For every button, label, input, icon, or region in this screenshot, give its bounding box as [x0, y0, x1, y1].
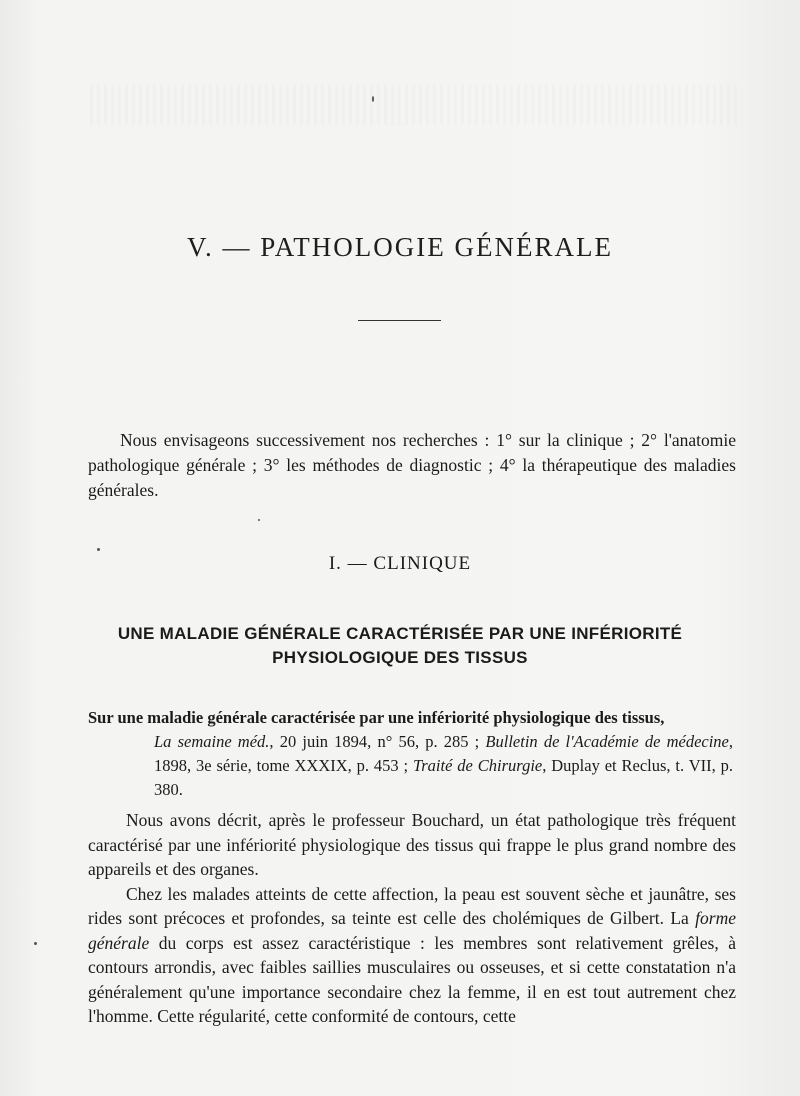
paragraph-1: Nous avons décrit, après le professeur Bouchard, un état pathologique très fréquent caractérisé par une infériorité physiologique des tissus qui frappe le plus grand nombre des appareils et des organes.: [88, 810, 736, 879]
citation-source-1: La semaine méd.: [154, 732, 270, 751]
body-text: [88, 808, 736, 1029]
scan-speck: [34, 942, 37, 945]
citation-title: Sur une maladie générale caractérisée par une infériorité physiologique des tissus,: [88, 708, 665, 727]
citation-source-2: Bulletin de l'Académie de médecine: [485, 732, 729, 751]
intro-paragraph: Nous envisageons successivement nos recherches : 1° sur la clinique ; 2° l'anatomie pathologique générale ; 3° les méthodes de diagnostic ; 4° la thérapeutique des maladies générales.: [88, 430, 736, 500]
citation-source-1-details: , 20 juin 1894, n° 56, p. 285 ;: [269, 732, 486, 751]
citation-source-3-details: , Duplay et Reclus, t. VII, p. 380.: [154, 756, 733, 799]
paragraph-2-part-2: du corps est assez caractéristique : les membres sont relativement grêles, à contours arrondis, avec faibles saillies musculaires ou osseuses, et si cette constatation n'a généralement qu'une importance secondaire chez la femme, il en est tout autrement chez l'homme. Cette régularité, cette conformité de contours, cette: [88, 932, 736, 1026]
citation-source-2-details: , 1898, 3e série, tome XXXIX, p. 453 ;: [154, 732, 734, 775]
subsection-title: I. — CLINIQUE: [328, 553, 472, 574]
paragraph-2: [88, 882, 736, 1029]
paragraph-2-emphasis: forme générale: [88, 908, 736, 953]
paragraph-2-part-1: Chez les malades atteints de cette affection, la peau est souvent sèche et jaunâtre, ses rides sont précoces et profondes, sa teinte est celle des cholémiques de Gilbert. La: [88, 883, 736, 928]
scan-speck: [97, 548, 100, 551]
heading-line-2: PHYSIOLOGIQUE DES TISSUS: [272, 648, 528, 667]
title-divider: [358, 320, 441, 321]
bibliographic-citation: [88, 706, 733, 802]
heading-line-1: UNE MALADIE GÉNÉRALE CARACTÉRISÉE PAR UNE INFÉRIORITÉ: [117, 624, 683, 643]
citation-references: [88, 730, 733, 802]
section-title: V. — PATHOLOGIE GÉNÉRALE: [187, 232, 613, 262]
show-through-text: [90, 85, 740, 125]
citation-source-3: Traité de Chirurgie: [413, 756, 543, 775]
scan-speck: [372, 96, 374, 102]
article-heading: [60, 622, 740, 670]
scan-speck: [258, 519, 260, 521]
